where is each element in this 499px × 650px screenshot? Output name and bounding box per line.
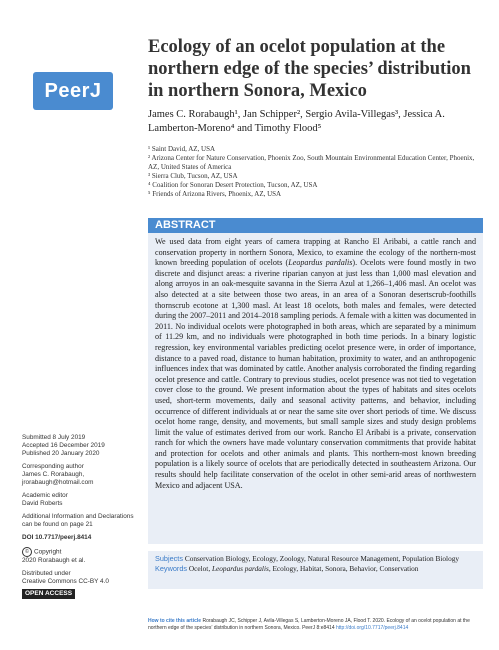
copyright-block [22, 547, 140, 565]
editor-name: David Roberts [22, 500, 63, 507]
affiliations [148, 145, 478, 199]
article-title: Ecology of an ocelot population at the northern edge of the species’ distribution in northern Sonora, Mexico [148, 37, 471, 101]
keywords-value-part2: , Ecology, Habitat, Sonora, Behavior, Conservation [268, 564, 419, 573]
citation-link[interactable]: http://doi.org/10.7717/peerj.8414 [336, 624, 409, 631]
doi-link[interactable]: DOI 10.7717/peerj.8414 [22, 534, 92, 541]
subjects-line [155, 554, 476, 564]
citation-text: Rorabaugh JC, Schipper J, Avila-Villegas S, Lamberton-Moreno JA, Flood T. 2020. Ecology of an ocelot population at the northern edge of the species’ distribution in northern Sonora, Mexico. PeerJ 8:e8414 [148, 618, 470, 631]
subjects-keywords-box [148, 551, 483, 589]
abstract-body [148, 233, 483, 544]
citation-label: How to cite this article [148, 618, 202, 624]
corresponding-label: Corresponding author [22, 463, 84, 470]
abstract-text-part2: ). Ocelots were found mostly in two discrete and disjunct areas: a riverine riparian canyon at just less than 1,000 masl elevation and along arroyos in an oak-mesquite savanna in the Sierra Azul at 1,266–1,406 masl. An ocelot was also detected at a site between those two areas, in an area of a Sonoran desertscrub-foothills thornscrub ecotone at 1,300 masl. At least 18 ocelots, both males and females, were detected during the 2007–2011 and 2014–2018 sampling periods. A female with a kitten was documented in 2011. No individual ocelots were photographed in both areas, which are separated by a minimum of 11.29 km, and no individuals were photographed in both time periods. In a binary logistic regression, key environmental variables predicting ocelot presence were, in order of importance, distance to a paved road, distance to human habitation, proximity to water, and an anthropogenic influences index that was dominated by cattle. Another analysis corroborated the finding regarding ocelot presence and cattle. Contrary to previous studies, ocelot presence was not tied to vegetation cover close to the ground. We present information about the types of habitats and sites ocelots used, short-term movements, daily and seasonal activity patterns, and behavior, including occurrence of different individuals at or near the same site over short periods of time. We discuss ocelot home range, density, and movements, but small sample sizes and study design problems limit the value of estimates derived from our work. Rancho El Aribabi is a private, conservation ranch for which the owners have made voluntary conservation commitments that provide habitat and protection for ocelots and other animals and plants. This northern-most known breeding population is a likely source of ocelots that are periodically detected in southeastern Arizona. Our results should help facilitate conservation of the ocelot in other semi-arid areas of northwestern Mexico and adjacent USA. [155, 258, 476, 490]
citation-footer [148, 618, 478, 631]
subjects-value: Conservation Biology, Ecology, Zoology, Natural Resource Management, Population Biology [184, 554, 460, 563]
article-sidebar [22, 434, 140, 604]
license-block [22, 570, 140, 599]
keywords-line [155, 564, 476, 574]
published-date: Published 20 January 2020 [22, 450, 100, 457]
additional-info: Additional Information and Declarations can be found on page 21 [22, 513, 134, 528]
submitted-date: Submitted 8 July 2019 [22, 434, 86, 441]
editor-label: Academic editor [22, 492, 68, 499]
keywords-species-name: Leopardus pardalis [211, 564, 269, 573]
keywords-value-part1: Ocelot, [188, 564, 212, 573]
corresponding-email[interactable]: jrorabaugh@hotmail.com [22, 479, 94, 486]
abstract-heading: ABSTRACT [148, 218, 483, 233]
affiliation-4: ⁴ Coalition for Sonoran Desert Protection, Tucson, AZ, USA [148, 181, 318, 189]
affiliation-5: ⁵ Friends of Arizona Rivers, Phoenix, AZ, USA [148, 190, 282, 198]
subjects-label: Subjects [155, 554, 183, 563]
keywords-label: Keywords [155, 564, 188, 573]
open-access-badge: OPEN ACCESS [22, 589, 75, 599]
abstract-species-name: Leopardus pardalis [288, 258, 353, 268]
copyright-value: 2020 Rorabaugh et al. [22, 557, 86, 564]
copyright-label-line [22, 547, 140, 557]
corresponding-name: James C. Rorabaugh, [22, 471, 85, 478]
peerj-logo: PeerJ [33, 72, 113, 110]
affiliation-1: ¹ Saint David, AZ, USA [148, 145, 216, 153]
copyright-label: Copyright [34, 548, 62, 556]
corresponding-block [22, 463, 140, 487]
author-list: James C. Rorabaugh¹, Jan Schipper², Sergio Avila-Villegas³, Jessica A. Lamberton-Moreno⁴ and Timothy Flood⁵ [148, 109, 445, 134]
dates-block [22, 434, 140, 458]
accepted-date: Accepted 16 December 2019 [22, 442, 105, 449]
distributed-label: Distributed under [22, 570, 71, 577]
affiliation-2: ² Arizona Center for Nature Conservation, Phoenix Zoo, South Mountain Environmental Education Center, Phoenix, AZ, United States of America [148, 154, 475, 171]
copyright-icon: © [22, 547, 32, 557]
abstract-text-part1: We used data from eight years of camera trapping at Rancho El Aribabi, a cattle ranch and conservation property in northern Sonora, Mexico, to examine the ecology of the northern-most known breeding population of ocelots ( [155, 237, 476, 268]
affiliation-3: ³ Sierra Club, Tucson, AZ, USA [148, 172, 238, 180]
editor-block [22, 492, 140, 508]
license-link[interactable]: Creative Commons CC-BY 4.0 [22, 578, 109, 585]
